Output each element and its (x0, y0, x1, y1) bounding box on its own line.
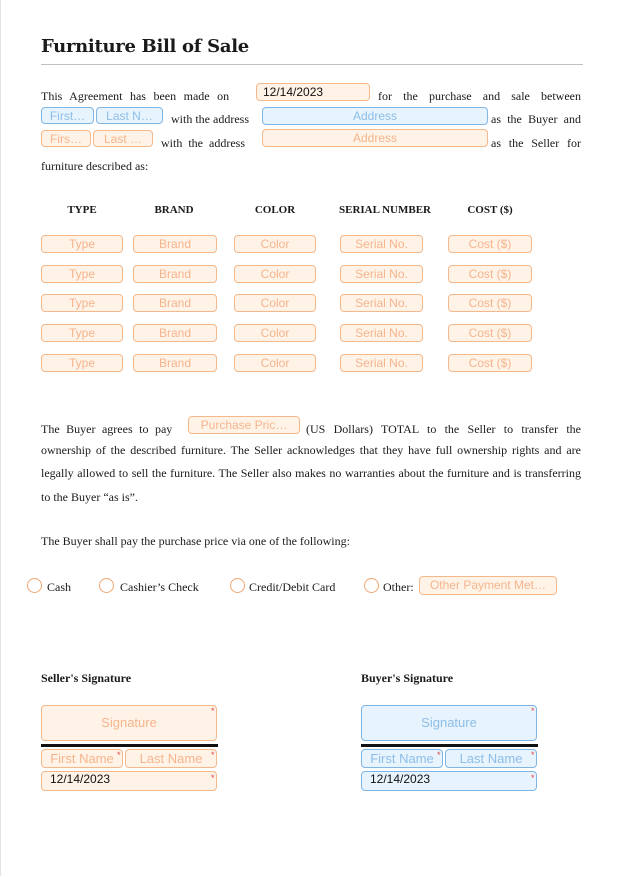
required-mark: * (531, 750, 535, 760)
total-to-seller-text: (US Dollars) TOTAL to the Seller to transfer the (306, 422, 581, 436)
other-payment-method-field[interactable]: Other Payment Met… (419, 576, 557, 595)
type-field[interactable]: Type (41, 235, 123, 253)
color-field[interactable]: Color (234, 324, 316, 342)
color-field[interactable]: Color (234, 265, 316, 283)
agreement-date-field[interactable]: 12/14/2023 (256, 83, 370, 101)
with-address-text-2: with the address (161, 136, 245, 150)
page-title: Furniture Bill of Sale (41, 36, 249, 57)
required-mark: * (531, 773, 535, 783)
credit-debit-card-radio[interactable] (230, 578, 245, 593)
serial-number-field[interactable]: Serial No. (340, 265, 423, 283)
payment-method-text: The Buyer shall pay the purchase price via one of the following: (41, 534, 350, 548)
cost-field[interactable]: Cost ($) (448, 354, 532, 372)
required-mark: * (117, 750, 121, 760)
brand-field[interactable]: Brand (133, 235, 217, 253)
buyer-last-name-field[interactable]: Last N… (96, 107, 163, 124)
other-label: Other: (383, 580, 414, 594)
color-field[interactable]: Color (234, 235, 316, 253)
credit-debit-card-label: Credit/Debit Card (249, 580, 336, 594)
buyer-signature-field[interactable]: Signature (361, 705, 537, 741)
buyer-first-name-field[interactable]: First… (41, 107, 94, 124)
serial-number-field[interactable]: Serial No. (340, 294, 423, 312)
cashiers-check-label: Cashier’s Check (120, 580, 199, 594)
buyer-signature-heading: Buyer's Signature (361, 671, 454, 685)
header-type: TYPE (67, 204, 97, 216)
cost-field[interactable]: Cost ($) (448, 265, 532, 283)
header-serial-number: SERIAL NUMBER (339, 204, 431, 216)
buyer-signature-line (361, 744, 538, 747)
seller-address-field[interactable]: Address (262, 129, 488, 147)
as-buyer-text: as the Buyer and (491, 112, 581, 126)
buyer-last-name-field[interactable]: Last Name (445, 749, 537, 768)
agreement-text-1: This Agreement has been made on (41, 89, 230, 103)
brand-field[interactable]: Brand (133, 294, 217, 312)
required-mark: * (437, 750, 441, 760)
seller-last-name-field[interactable]: Last … (93, 130, 153, 147)
type-field[interactable]: Type (41, 265, 123, 283)
seller-date-field[interactable]: 12/14/2023 (41, 771, 217, 791)
type-field[interactable]: Type (41, 294, 123, 312)
ownership-paragraph: ownership of the described furniture. The Seller acknowledges that they have full ownership rights and are legally allowed to sell the furniture. The Seller also makes no warranties about the furniture and is transferring to the Buyer “as is”. (41, 443, 581, 504)
color-field[interactable]: Color (234, 354, 316, 372)
type-field[interactable]: Type (41, 324, 123, 342)
brand-field[interactable]: Brand (133, 265, 217, 283)
required-mark: * (211, 773, 215, 783)
cash-radio[interactable] (27, 578, 42, 593)
cashiers-check-radio[interactable] (99, 578, 114, 593)
cost-field[interactable]: Cost ($) (448, 324, 532, 342)
cash-label: Cash (47, 580, 71, 594)
required-mark: * (531, 706, 535, 716)
seller-first-name-field[interactable]: First Name (41, 749, 123, 768)
serial-number-field[interactable]: Serial No. (340, 235, 423, 253)
header-cost: COST ($) (467, 204, 513, 216)
seller-first-name-field[interactable]: Firs… (41, 130, 91, 147)
brand-field[interactable]: Brand (133, 354, 217, 372)
buyer-address-field[interactable]: Address (262, 107, 488, 125)
other-radio[interactable] (364, 578, 379, 593)
title-divider (41, 64, 583, 65)
seller-signature-field[interactable]: Signature (41, 705, 217, 741)
required-mark: * (211, 750, 215, 760)
color-field[interactable]: Color (234, 294, 316, 312)
furniture-described-text: furniture described as: (41, 159, 149, 173)
serial-number-field[interactable]: Serial No. (340, 324, 423, 342)
brand-field[interactable]: Brand (133, 324, 217, 342)
seller-last-name-field[interactable]: Last Name (125, 749, 217, 768)
type-field[interactable]: Type (41, 354, 123, 372)
agreement-text-2: for the purchase and sale between (378, 89, 581, 103)
with-address-text: with the address (171, 112, 249, 126)
header-color: COLOR (254, 204, 296, 216)
as-seller-text: as the Seller for (491, 136, 581, 150)
header-brand: BRAND (154, 204, 194, 216)
cost-field[interactable]: Cost ($) (448, 294, 532, 312)
buyer-agrees-text: The Buyer agrees to pay (41, 422, 173, 436)
buyer-first-name-field[interactable]: First Name (361, 749, 443, 768)
seller-signature-line (41, 744, 218, 747)
cost-field[interactable]: Cost ($) (448, 235, 532, 253)
purchase-price-field[interactable]: Purchase Pric… (188, 416, 300, 434)
buyer-date-field[interactable]: 12/14/2023 (361, 771, 537, 791)
seller-signature-heading: Seller's Signature (41, 671, 132, 685)
serial-number-field[interactable]: Serial No. (340, 354, 423, 372)
required-mark: * (211, 706, 215, 716)
